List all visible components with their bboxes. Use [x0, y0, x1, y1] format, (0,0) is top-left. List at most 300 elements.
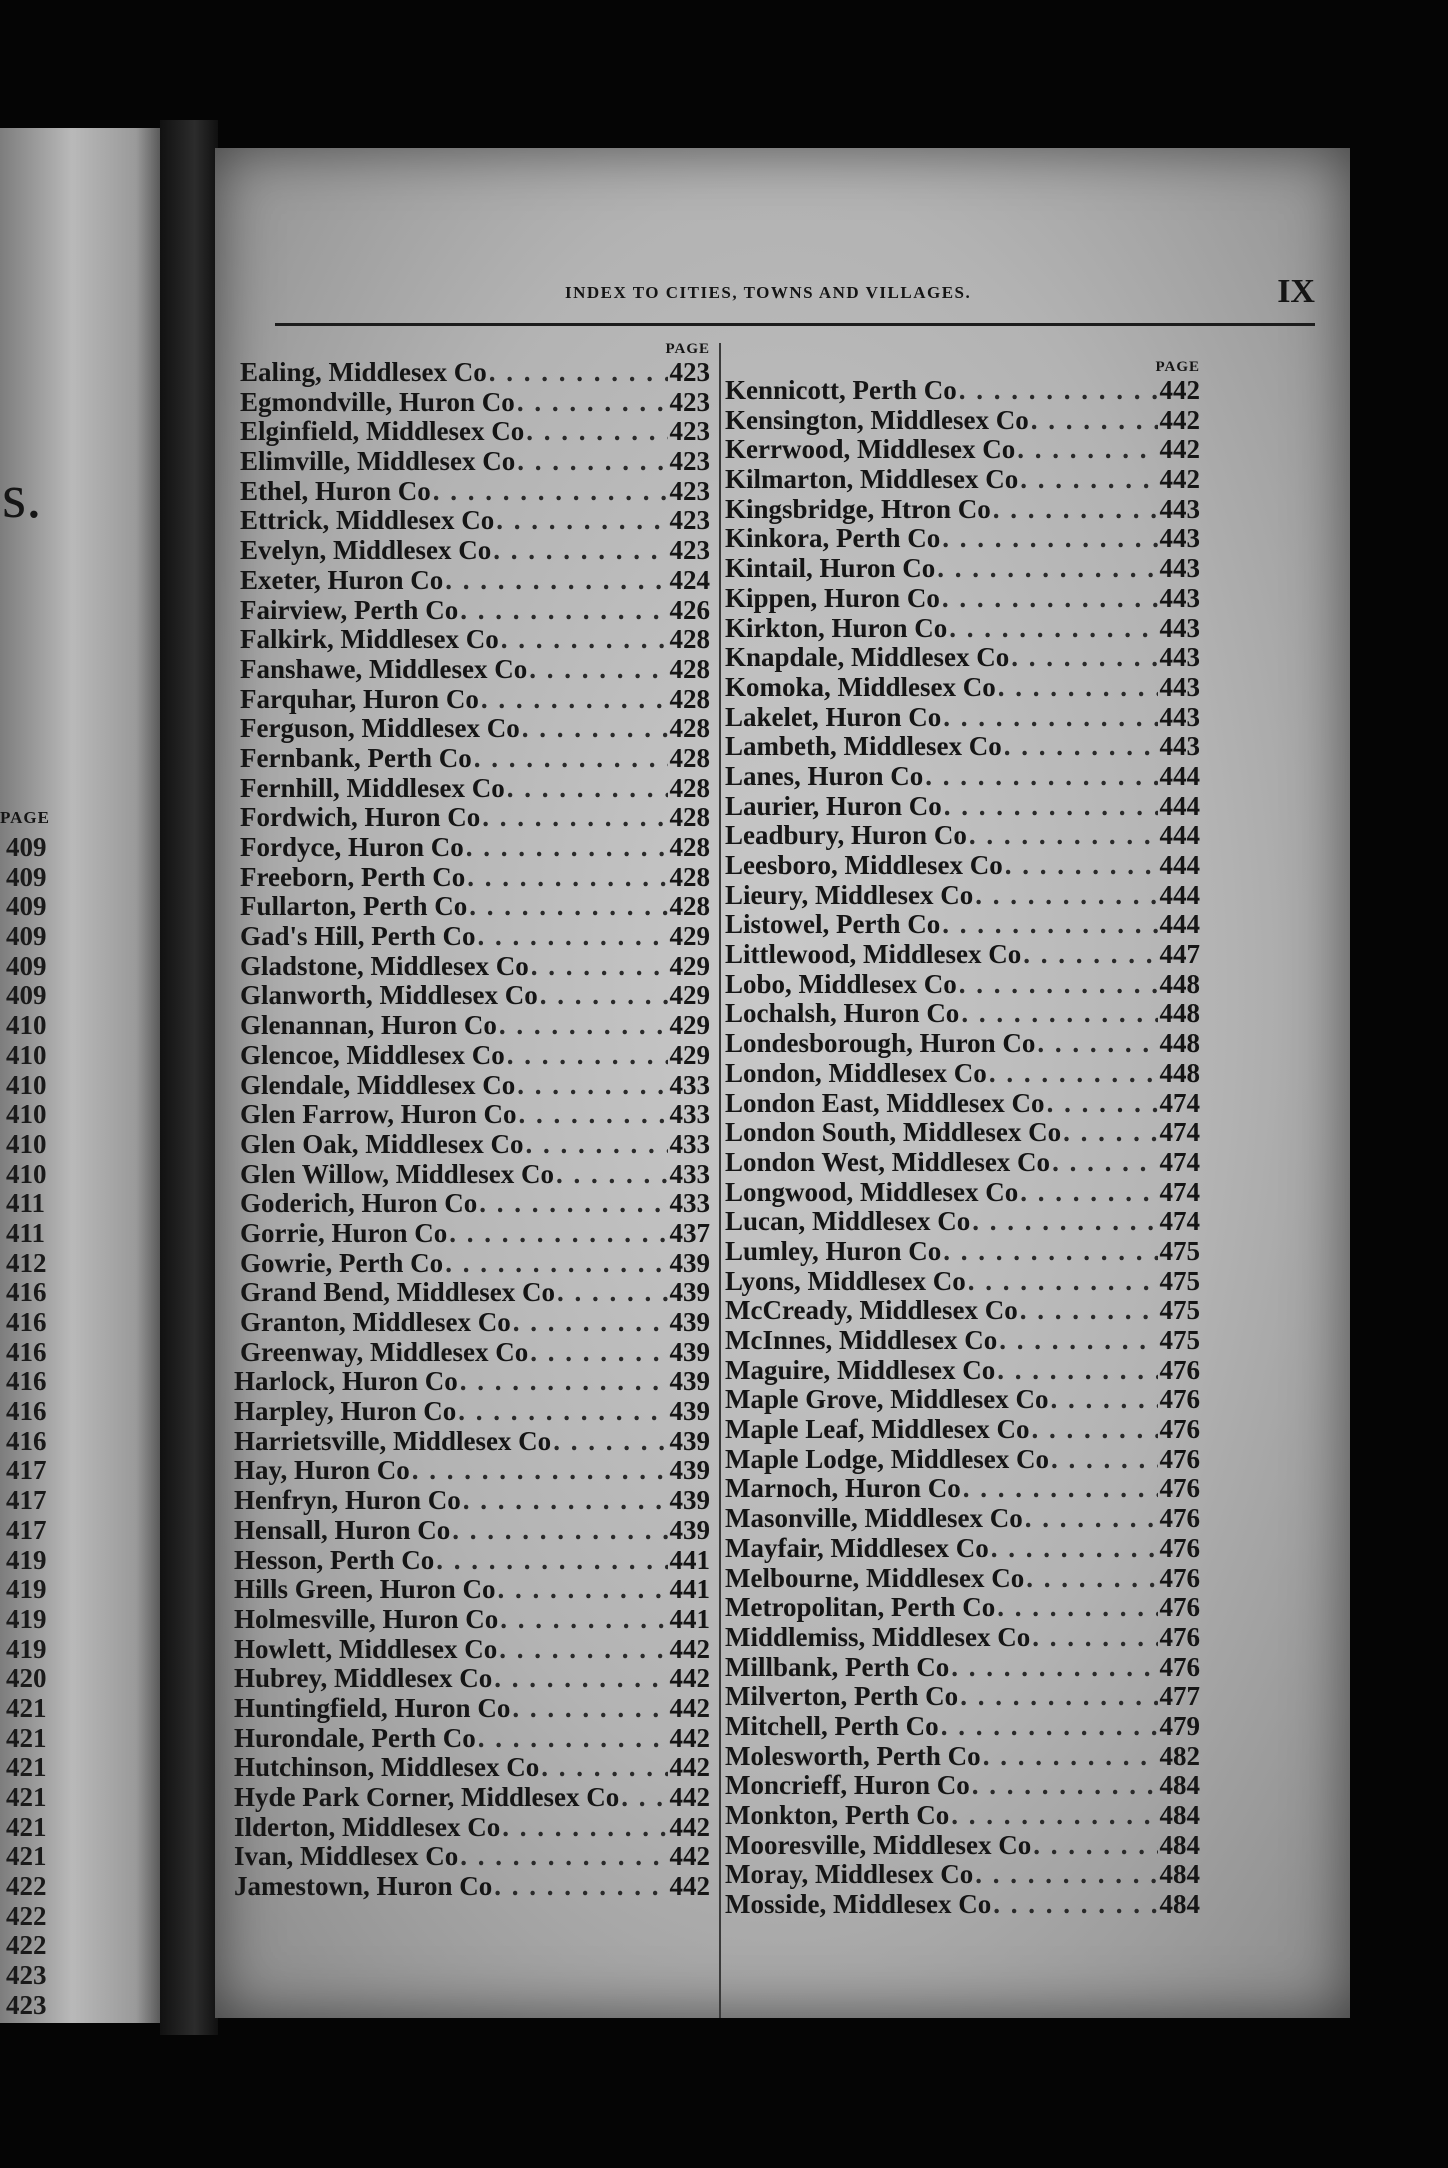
index-entry [240, 477, 710, 507]
dot-leader [452, 1516, 667, 1546]
page-header [275, 273, 1315, 326]
dot-leader [478, 922, 668, 952]
index-entry [240, 1219, 710, 1249]
dot-leader [941, 1712, 1158, 1742]
entry-place-name: Melbourne, Middlesex Co [725, 1562, 1025, 1593]
left-page-number: 410 [6, 1158, 47, 1189]
index-entry [240, 417, 710, 447]
index-entry [240, 863, 710, 893]
left-page-number: 411 [6, 1217, 46, 1248]
entry-page-number: 474 [1159, 1176, 1200, 1207]
page-folio: IX [1277, 273, 1315, 310]
index-entry [240, 1071, 710, 1101]
entry-place-name: Kennicott, Perth Co [725, 375, 957, 405]
entry-page-number: 476 [1159, 1473, 1200, 1504]
index-entry [725, 940, 1200, 970]
dot-leader [960, 1682, 1157, 1712]
entry-place-name: Ivan, Middlesex Co [234, 1841, 459, 1872]
dot-leader [943, 1237, 1157, 1267]
index-entry [234, 1397, 710, 1427]
left-page-number: 416 [6, 1425, 47, 1456]
left-page-number: 409 [6, 980, 47, 1011]
dot-leader [1051, 1445, 1158, 1475]
index-entry [725, 1207, 1200, 1237]
index-entry [725, 821, 1200, 851]
entry-page-number: 484 [1159, 1859, 1200, 1890]
index-entry [240, 447, 710, 477]
index-entry [725, 1504, 1200, 1534]
index-entry [240, 506, 710, 536]
entry-page-number: 439 [669, 1277, 710, 1308]
index-entry [234, 1575, 710, 1605]
left-page-number: 421 [6, 1722, 47, 1753]
dot-leader [501, 625, 668, 655]
entry-place-name: Fordwich, Huron Co [240, 802, 481, 833]
dot-leader [968, 1267, 1158, 1297]
entry-place-name: Ealing, Middlesex Co [240, 357, 487, 387]
index-entry [725, 376, 1200, 406]
dot-leader [1026, 1564, 1157, 1594]
entry-page-number: 426 [669, 594, 710, 625]
index-entry [240, 981, 710, 1011]
entry-page-number: 428 [669, 683, 710, 714]
entry-page-number: 423 [669, 535, 710, 566]
index-entry [725, 643, 1200, 673]
left-page-number: 416 [6, 1277, 47, 1308]
entry-place-name: Egmondville, Huron Co [240, 386, 515, 417]
index-entry [725, 1059, 1200, 1089]
dot-leader [553, 1427, 667, 1457]
dot-leader [1025, 1504, 1158, 1534]
dot-leader [474, 744, 668, 774]
index-entry [240, 744, 710, 774]
index-entry [240, 774, 710, 804]
index-entries-left [234, 357, 710, 1902]
index-entry [725, 1445, 1200, 1475]
left-page-number: 420 [6, 1663, 47, 1694]
entry-place-name: Millbank, Perth Co [725, 1651, 950, 1682]
dot-leader [512, 1694, 667, 1724]
entry-page-number: 442 [1159, 434, 1200, 465]
entry-page-number: 441 [669, 1544, 710, 1575]
dot-leader [1017, 435, 1157, 465]
entry-place-name: Hyde Park Corner, Middlesex Co [234, 1782, 620, 1812]
index-entry [725, 1326, 1200, 1356]
left-page-number: 409 [6, 861, 47, 892]
entry-place-name: Kingsbridge, Htron Co [725, 493, 991, 524]
entry-page-number: 428 [669, 861, 710, 892]
entry-page-number: 476 [1159, 1354, 1200, 1385]
entry-page-number: 428 [669, 653, 710, 684]
entry-place-name: Mooresville, Middlesex Co [725, 1829, 1032, 1860]
index-entry [234, 1724, 710, 1754]
index-entry [234, 1516, 710, 1546]
entry-place-name: Longwood, Middlesex Co [725, 1176, 1019, 1207]
dot-leader [463, 1486, 668, 1516]
index-entry [240, 625, 710, 655]
entry-page-number: 439 [669, 1336, 710, 1367]
entry-place-name: Moray, Middlesex Co [725, 1859, 974, 1890]
entry-page-number: 423 [669, 475, 710, 506]
index-entry [240, 388, 710, 418]
left-page-number: 419 [6, 1633, 47, 1664]
dot-leader [975, 881, 1157, 911]
entry-place-name: Elginfield, Middlesex Co [240, 416, 525, 447]
dot-leader [467, 863, 667, 893]
dot-leader [975, 1860, 1157, 1890]
dot-leader [531, 952, 668, 982]
entry-place-name: Kippen, Huron Co [725, 582, 940, 613]
left-page-number: 422 [6, 1900, 47, 1931]
entry-page-number: 484 [1159, 1800, 1200, 1830]
dot-leader [999, 1326, 1157, 1356]
index-entry [234, 1664, 710, 1694]
entry-place-name: Gladstone, Middlesex Co [240, 950, 529, 981]
dot-leader [998, 673, 1158, 703]
entry-place-name: Mitchell, Perth Co [725, 1710, 939, 1741]
entry-page-number: 476 [1159, 1621, 1200, 1652]
entry-place-name: Henfryn, Huron Co [234, 1485, 461, 1516]
entry-place-name: Marnoch, Huron Co [725, 1473, 961, 1504]
entry-page-number: 442 [669, 1633, 710, 1664]
entry-place-name: Hensall, Huron Co [234, 1514, 451, 1545]
index-entry [725, 673, 1200, 703]
index-entry [240, 1011, 710, 1041]
entry-place-name: Hutchinson, Middlesex Co [234, 1752, 540, 1783]
index-entry [234, 1486, 710, 1516]
entry-place-name: Holmesville, Huron Co [234, 1603, 499, 1634]
entry-place-name: Kerrwood, Middlesex Co [725, 434, 1016, 465]
entry-page-number: 443 [1159, 612, 1200, 643]
dot-leader [493, 536, 667, 566]
dot-leader [997, 1356, 1157, 1386]
dot-leader [502, 1813, 667, 1843]
index-entry [240, 714, 710, 744]
index-entry [240, 833, 710, 863]
index-entry [240, 892, 710, 922]
left-page-number: 421 [6, 1692, 47, 1723]
entry-page-number: 428 [669, 772, 710, 803]
dot-leader [937, 554, 1157, 584]
dot-leader [1004, 732, 1158, 762]
entry-place-name: Evelyn, Middlesex Co [240, 535, 492, 566]
index-entry [240, 803, 710, 833]
dot-leader [942, 910, 1157, 940]
index-entry [725, 614, 1200, 644]
index-entry [725, 1623, 1200, 1653]
entry-place-name: Goderich, Huron Co [240, 1188, 478, 1219]
entry-page-number: 439 [669, 1247, 710, 1278]
entry-place-name: Lambeth, Middlesex Co [725, 731, 1002, 762]
dot-leader [949, 614, 1157, 644]
index-entry [240, 1189, 710, 1219]
entry-page-number: 423 [669, 446, 710, 477]
entry-page-number: 443 [1159, 642, 1200, 673]
entry-page-number: 439 [669, 1307, 710, 1337]
entry-place-name: Moncrieff, Huron Co [725, 1770, 970, 1801]
entry-place-name: Ferguson, Middlesex Co [240, 713, 520, 744]
dot-leader [942, 524, 1157, 554]
left-page-number: 410 [6, 1069, 47, 1100]
entry-place-name: Hills Green, Huron Co [234, 1574, 496, 1605]
left-page-number: 421 [6, 1811, 47, 1842]
index-entry [725, 999, 1200, 1029]
entry-place-name: Kintail, Huron Co [725, 553, 936, 584]
entry-page-number: 444 [1159, 790, 1200, 821]
index-entry [725, 1593, 1200, 1623]
entry-page-number: 442 [1159, 464, 1200, 495]
dot-leader [479, 1189, 667, 1219]
entry-place-name: Granton, Middlesex Co [240, 1307, 511, 1337]
dot-leader [621, 1783, 667, 1813]
entry-page-number: 428 [669, 742, 710, 773]
entry-page-number: 443 [1159, 671, 1200, 702]
entry-place-name: Harpley, Huron Co [234, 1396, 457, 1427]
entry-page-number: 475 [1159, 1295, 1200, 1326]
dot-leader [507, 1041, 668, 1071]
entry-place-name: Ettrick, Middlesex Co [240, 505, 495, 536]
index-entry [240, 1041, 710, 1071]
dot-leader [1052, 1148, 1157, 1178]
entry-place-name: Farquhar, Huron Co [240, 683, 479, 714]
entry-page-number: 441 [669, 1603, 710, 1634]
entry-place-name: Glen Willow, Middlesex Co [240, 1158, 555, 1189]
dot-leader [959, 376, 1158, 406]
entry-page-number: 444 [1159, 850, 1200, 880]
entry-place-name: Masonville, Middlesex Co [725, 1503, 1023, 1534]
dot-leader [433, 477, 668, 507]
dot-leader [1020, 1296, 1158, 1326]
entry-place-name: Fanshawe, Middlesex Co [240, 653, 528, 684]
dot-leader [556, 1160, 667, 1190]
entry-page-number: 447 [1159, 939, 1200, 970]
entry-page-number: 443 [1159, 582, 1200, 613]
left-page-number: 421 [6, 1782, 47, 1812]
entry-page-number: 475 [1159, 1235, 1200, 1266]
entry-place-name: Metropolitan, Perth Co [725, 1592, 996, 1623]
dot-leader [1005, 851, 1158, 881]
dot-leader [541, 1753, 667, 1783]
index-entry [240, 655, 710, 685]
entry-place-name: Lieury, Middlesex Co [725, 879, 974, 910]
left-page-number: 409 [6, 950, 47, 981]
entry-place-name: Kinkora, Perth Co [725, 523, 941, 554]
dot-leader [526, 1130, 668, 1160]
entry-page-number: 443 [1159, 493, 1200, 524]
entry-page-number: 442 [669, 1692, 710, 1723]
entry-page-number: 428 [669, 832, 710, 862]
entry-page-number: 423 [669, 416, 710, 447]
dot-leader [993, 1890, 1157, 1920]
entry-page-number: 476 [1159, 1562, 1200, 1593]
index-entry [240, 358, 710, 388]
entry-page-number: 439 [669, 1366, 710, 1397]
dot-leader [519, 1100, 668, 1130]
entry-place-name: Lochalsh, Huron Co [725, 998, 960, 1029]
entry-place-name: Falkirk, Middlesex Co [240, 624, 499, 655]
entry-page-number: 476 [1159, 1592, 1200, 1623]
entry-page-number: 475 [1159, 1265, 1200, 1296]
entry-page-number: 442 [669, 1871, 710, 1902]
dot-leader [1033, 1831, 1157, 1861]
column-page-label: PAGE [1155, 359, 1200, 375]
entry-page-number: 442 [669, 1663, 710, 1694]
entry-page-number: 429 [669, 950, 710, 981]
left-page-number: 417 [6, 1455, 47, 1486]
index-entries-right [725, 376, 1200, 1920]
index-entry [234, 1753, 710, 1783]
index-entry [725, 1771, 1200, 1801]
entry-page-number: 442 [1159, 404, 1200, 435]
left-page-number: 416 [6, 1396, 47, 1427]
entry-place-name: Exeter, Huron Co [240, 564, 444, 595]
index-entry [725, 554, 1200, 584]
left-page-number: 410 [6, 1010, 47, 1041]
dot-leader [951, 1801, 1157, 1831]
entry-page-number: 476 [1159, 1532, 1200, 1563]
dot-leader [1047, 1089, 1158, 1119]
index-entry [240, 922, 710, 952]
entry-place-name: Monkton, Perth Co [725, 1800, 950, 1830]
entry-place-name: Freeborn, Perth Co [240, 861, 466, 892]
entry-place-name: Gorrie, Huron Co [240, 1217, 448, 1248]
left-page-number: 421 [6, 1752, 47, 1783]
index-entry [234, 1605, 710, 1635]
left-page-number: 412 [6, 1247, 47, 1278]
entry-place-name: Fernhill, Middlesex Co [240, 772, 505, 803]
dot-leader [943, 703, 1157, 733]
entry-place-name: Fordyce, Huron Co [240, 832, 464, 862]
index-entry [725, 703, 1200, 733]
entry-place-name: Kirkton, Huron Co [725, 612, 948, 643]
index-entry [240, 536, 710, 566]
index-entry [725, 1474, 1200, 1504]
index-entry [725, 1118, 1200, 1148]
index-entry [725, 1089, 1200, 1119]
dot-leader [1037, 1029, 1157, 1059]
index-entry [725, 524, 1200, 554]
dot-leader [557, 1278, 667, 1308]
entry-place-name: Glendale, Middlesex Co [240, 1069, 516, 1100]
dot-leader [436, 1546, 667, 1576]
index-entry [725, 1237, 1200, 1267]
index-entry [240, 1278, 710, 1308]
index-entry [725, 1564, 1200, 1594]
entry-page-number: 442 [669, 1841, 710, 1872]
entry-place-name: Jamestown, Huron Co [234, 1871, 493, 1902]
index-entry [725, 1831, 1200, 1861]
dot-leader [991, 1534, 1158, 1564]
dot-leader [993, 495, 1158, 525]
dot-leader [489, 358, 668, 388]
entry-page-number: 439 [669, 1485, 710, 1516]
entry-place-name: Maple Leaf, Middlesex Co [725, 1414, 1030, 1445]
entry-page-number: 448 [1159, 968, 1200, 999]
dot-leader [983, 1742, 1158, 1772]
index-entry [725, 1801, 1200, 1831]
dot-leader [498, 1575, 668, 1605]
dot-leader [944, 792, 1158, 822]
entry-page-number: 443 [1159, 523, 1200, 554]
entry-page-number: 429 [669, 921, 710, 952]
left-page-number: 416 [6, 1336, 47, 1367]
index-entry [234, 1635, 710, 1665]
entry-page-number: 448 [1159, 998, 1200, 1029]
entry-place-name: London West, Middlesex Co [725, 1146, 1051, 1177]
entry-page-number: 428 [669, 891, 710, 922]
entry-place-name: London East, Middlesex Co [725, 1087, 1045, 1118]
entry-page-number: 423 [669, 386, 710, 417]
index-entry [240, 1160, 710, 1190]
dot-leader [1023, 940, 1157, 970]
entry-place-name: Maguire, Middlesex Co [725, 1354, 996, 1385]
entry-page-number: 444 [1159, 909, 1200, 940]
entry-page-number: 484 [1159, 1889, 1200, 1920]
index-entry [234, 1842, 710, 1872]
entry-page-number: 444 [1159, 820, 1200, 851]
dot-leader [499, 1635, 667, 1665]
dot-leader [460, 1367, 668, 1397]
left-page-number: 416 [6, 1366, 47, 1397]
entry-page-number: 429 [669, 1039, 710, 1070]
entry-place-name: Maple Grove, Middlesex Co [725, 1384, 1049, 1415]
dot-leader [951, 1653, 1157, 1683]
index-entry [234, 1813, 710, 1843]
index-entry [725, 1712, 1200, 1742]
entry-page-number: 428 [669, 802, 710, 833]
entry-place-name: Hubrey, Middlesex Co [234, 1663, 493, 1694]
entry-page-number: 448 [1159, 1028, 1200, 1059]
entry-page-number: 439 [669, 1425, 710, 1456]
dot-leader [959, 970, 1158, 1000]
index-entry [240, 1249, 710, 1279]
entry-place-name: Lucan, Middlesex Co [725, 1206, 971, 1237]
entry-place-name: Gad's Hill, Perth Co [240, 921, 476, 952]
dot-leader [972, 1771, 1158, 1801]
entry-place-name: Londesborough, Huron Co [725, 1028, 1036, 1059]
left-page-number: 410 [6, 1099, 47, 1130]
dot-leader [507, 774, 668, 804]
entry-page-number: 439 [669, 1455, 710, 1486]
entry-page-number: 423 [669, 505, 710, 536]
left-page-edge [0, 128, 160, 2023]
index-entry [234, 1694, 710, 1724]
entry-page-number: 448 [1159, 1057, 1200, 1088]
entry-place-name: Mosside, Middlesex Co [725, 1889, 992, 1920]
dot-leader [481, 685, 668, 715]
entry-page-number: 444 [1159, 879, 1200, 910]
entry-place-name: Elimville, Middlesex Co [240, 446, 516, 477]
entry-place-name: Lyons, Middlesex Co [725, 1265, 966, 1296]
index-entry [725, 1178, 1200, 1208]
index-entry [725, 1860, 1200, 1890]
entry-place-name: Mayfair, Middlesex Co [725, 1532, 989, 1563]
dot-leader [529, 655, 667, 685]
dot-leader [1050, 1385, 1157, 1415]
left-page-number: 410 [6, 1128, 47, 1159]
left-page-edge-text: s. [2, 463, 42, 531]
entry-place-name: Kilmarton, Middlesex Co [725, 464, 1019, 495]
dot-leader [460, 596, 667, 626]
left-page-number: 416 [6, 1307, 47, 1337]
entry-place-name: Hesson, Perth Co [234, 1544, 435, 1575]
entry-page-number: 476 [1159, 1384, 1200, 1415]
index-entry [725, 465, 1200, 495]
left-page-number: 419 [6, 1574, 47, 1605]
index-entry [234, 1427, 710, 1457]
entry-place-name: Ilderton, Middlesex Co [234, 1811, 501, 1842]
left-page-page-label: PAGE [0, 808, 50, 827]
